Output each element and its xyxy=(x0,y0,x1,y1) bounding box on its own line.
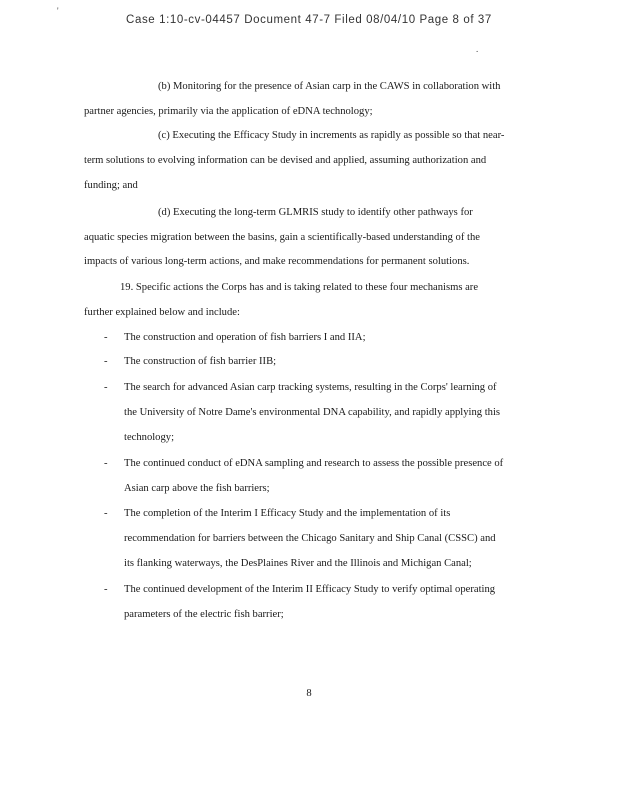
page-number: 8 xyxy=(306,688,312,699)
para-19-line-2: further explained below and include: xyxy=(84,307,240,318)
bullet-dash: - xyxy=(104,508,108,519)
para-b-line-1: (b) Monitoring for the presence of Asian carp in the CAWS in collaboration with xyxy=(158,81,501,92)
bullet-dash: - xyxy=(104,458,108,469)
bullet-3-line-2: the University of Notre Dame's environmental DNA capability, and rapidly applying this xyxy=(124,407,501,418)
bullet-6-line-2: parameters of the electric fish barrier; xyxy=(124,609,284,620)
bullet-5-line-3: its flanking waterways, the DesPlaines River and the Illinois and Michigan Canal; xyxy=(124,558,472,569)
bullet-dash: - xyxy=(104,382,108,393)
bullet-2-line-1: The construction of fish barrier IIB; xyxy=(124,356,277,367)
bullet-dash: - xyxy=(104,332,108,343)
bullet-dash: - xyxy=(104,356,108,367)
bullet-dash: - xyxy=(104,584,108,595)
case-header: Case 1:10-cv-04457 Document 47-7 Filed 08/04/10 Page 8 of 37 xyxy=(126,14,492,26)
bullet-5-line-2: recommendation for barriers between the Chicago Sanitary and Ship Canal (CSSC) and xyxy=(124,533,496,544)
para-c-line-2: term solutions to evolving information can be devised and applied, assuming authorization and xyxy=(84,155,487,166)
stray-mark-right: . xyxy=(476,44,479,54)
bullet-4-line-1: The continued conduct of eDNA sampling and research to assess the possible presence of xyxy=(124,458,504,469)
stray-mark-left: ' xyxy=(57,6,59,16)
para-b-line-2: partner agencies, primarily via the application of eDNA technology; xyxy=(84,106,373,117)
para-d-line-1: (d) Executing the long-term GLMRIS study to identify other pathways for xyxy=(158,207,473,218)
bullet-1-line-1: The construction and operation of fish barriers I and IIA; xyxy=(124,332,366,343)
para-d-line-2: aquatic species migration between the basins, gain a scientifically-based understanding of the xyxy=(84,232,480,243)
bullet-3-line-1: The search for advanced Asian carp tracking systems, resulting in the Corps' learning of xyxy=(124,382,497,393)
bullet-3-line-3: technology; xyxy=(124,432,175,443)
para-19-line-1: 19. Specific actions the Corps has and is taking related to these four mechanisms are xyxy=(120,282,479,293)
para-c-line-1: (c) Executing the Efficacy Study in increments as rapidly as possible so that near- xyxy=(158,130,505,141)
bullet-6-line-1: The continued development of the Interim II Efficacy Study to verify optimal operating xyxy=(124,584,496,595)
bullet-5-line-1: The completion of the Interim I Efficacy Study and the implementation of its xyxy=(124,508,451,519)
bullet-4-line-2: Asian carp above the fish barriers; xyxy=(124,483,270,494)
para-d-line-3: impacts of various long-term actions, and make recommendations for permanent solutions. xyxy=(84,256,470,267)
para-c-line-3: funding; and xyxy=(84,180,138,191)
